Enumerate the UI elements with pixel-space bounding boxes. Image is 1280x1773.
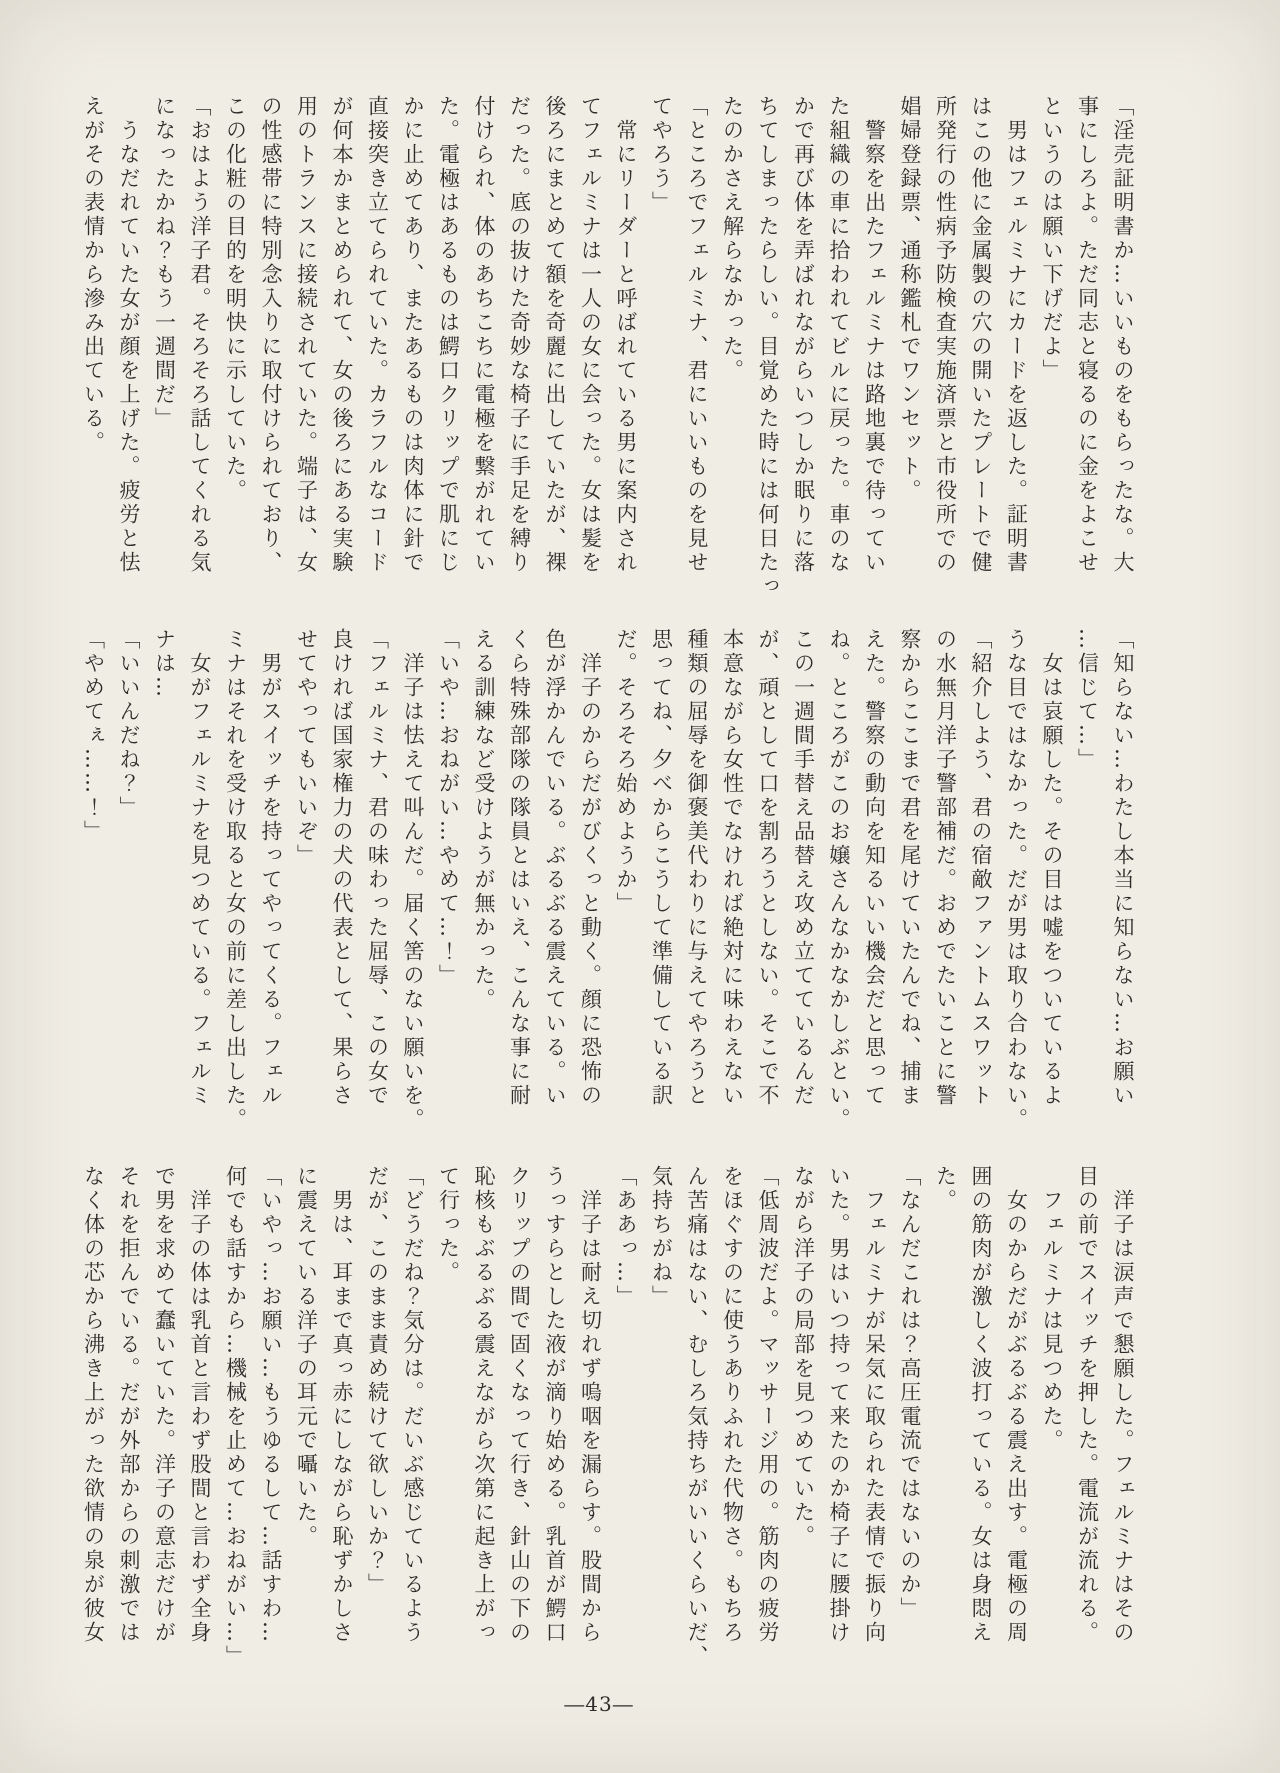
text-line: て行った。 [436,1165,461,1285]
text-line: たのかさえ解らなかった。 [720,95,745,383]
text-line: 女は哀願した。その目は嘘をついているよ [1040,628,1064,1108]
text-line: の水無月洋子警部補だ。おめでたいことに警 [933,628,958,1108]
text-line: をほぐすのに使うありふれた代物さ。もちろ [720,1165,745,1645]
text-line: 直接突き立てられていた。カラフルなコード [365,95,390,575]
text-line: 所発行の性病予防検査実施済票と市役所での [933,95,958,575]
text-line: た組織の車に拾われてビルに戻った。車のな [827,95,851,575]
text-line: が、頑として口を割ろうとしない。そこで不 [756,628,780,1108]
text-line: 「なんだこれは？高圧電流ではないのか」 [898,1165,922,1621]
text-line: ね。ところがこのお嬢さんなかなかしぶとい。 [827,628,851,1132]
text-line: 「おはよう洋子君。そろそろ話してくれる気 [188,95,212,575]
text-line: 「淫売証明書か…いいものをもらったな。大 [1111,95,1135,575]
text-line: 「いやっ…お願い…もうゆるして…話すわ… [259,1165,283,1645]
text-line: 恥核もぶるぶる震えながら次第に起き上がっ [472,1165,496,1645]
text-line: 「低周波だよ。マッサージ用の。筋肉の疲労 [756,1165,780,1645]
text-line: 洋子は耐え切れず嗚咽を漏らす。股間から [578,1165,603,1645]
text-block-top [58,95,1140,635]
text-line: 「いいんだね？」 [117,628,141,820]
text-line: 察からここまで君を尾けていたんでね、捕ま [898,628,922,1108]
text-line: かで再び体を弄ばれながらいつしか眠りに落 [791,95,816,575]
text-line: 常にリーダーと呼ばれている男に案内され [614,95,638,575]
text-line: 本意ながら女性でなければ絶対に味わえない [720,628,745,1108]
page-number: ―43― [564,1692,634,1716]
text-line: 男はフェルミナにカードを返した。証明書 [1004,95,1029,575]
text-line: 思ってね、夕べからこうして準備している訳 [649,628,674,1108]
text-line: 色が浮かんでいる。ぶるぶる震えている。い [543,628,567,1108]
text-block-bottom [58,1165,1140,1705]
text-line: に震えている洋子の耳元で囁いた。 [294,1165,319,1549]
text-line: だが、このまま責め続けて欲しいか？」 [365,1165,390,1597]
text-line: えた。警察の動向を知るいい機会だと思って [862,628,887,1108]
text-line: の性感帯に特別念入りに取付けられており、 [259,95,283,575]
text-line: えがその表情から滲み出ている。 [81,95,106,455]
text-line: せてやってもいいぞ」 [294,628,319,868]
text-line: それを拒んでいる。だが外部からの刺激では [117,1165,141,1645]
text-line: 種類の屈辱を御褒美代わりに与えてやろうと [685,628,709,1108]
text-line: 「どうだね？気分は。だいぶ感じているよう [401,1165,425,1645]
text-line: 後ろにまとめて額を奇麗に出していたが、裸 [543,95,567,575]
text-line: 男は、耳まで真っ赤にしながら恥ずかしさ [330,1165,354,1645]
text-line: くら特殊部隊の隊員とはいえ、こんな事に耐 [507,628,532,1108]
text-line: 洋子は涙声で懇願した。フェルミナはその [1111,1165,1135,1645]
text-line: 洋子の体は乳首と言わず股間と言わず全身 [188,1165,212,1645]
text-line: ながら洋子の局部を見つめていた。 [791,1165,816,1549]
text-line: 良ければ国家権力の犬の代表として、果らさ [330,628,354,1108]
text-line: ナは… [152,628,177,700]
text-line: だった。底の抜けた奇妙な椅子に手足を縛り [507,95,532,575]
text-line: 「知らない…わたし本当に知らない…お願い [1111,628,1135,1108]
text-line: ん苦痛はない、むしろ気持ちがいいくらいだ、 [685,1165,709,1669]
text-line: になったかね？もう一週間だ」 [152,95,177,431]
text-line: 洋子は怯えて叫んだ。届く筈のない願いを。 [401,628,425,1132]
text-line: が何本かまとめられて、女の後ろにある実験 [330,95,354,575]
text-line: 「やめてぇ……！」 [81,628,106,844]
text-line: 洋子のからだがびくっと動く。顔に恐怖の [578,628,603,1108]
text-line: 娼婦登録票、通称鑑札でワンセット。 [898,95,922,503]
text-line: 用のトランスに接続されていた。端子は、女 [294,95,319,575]
text-line: 「フェルミナ、君の味わった屈辱、この女で [365,628,390,1108]
text-line: うっすらとした液が滴り始める。乳首が鰐口 [543,1165,567,1645]
text-line: この化粧の目的を明快に示していた。 [223,95,248,503]
text-line: 「いや…おねがい…やめて…！」 [436,628,461,988]
text-line: ミナはそれを受け取ると女の前に差し出した。 [223,628,248,1132]
text-line: 事にしろよ。ただ同志と寝るのに金をよこせ [1075,95,1100,575]
text-line: 警察を出たフェルミナは路地裏で待ってい [862,95,887,575]
text-line: 囲の筋肉が激しく波打っている。女は身悶え [969,1165,993,1645]
text-line: 「ああっ…」 [614,1165,638,1309]
text-line: かに止めてあり、またあるものは肉体に針で [401,95,425,575]
text-line: で男を求めて蠢いていた。洋子の意志だけが [152,1165,177,1645]
text-line: 男がスイッチを持ってやってくる。フェル [259,628,283,1108]
text-line: フェルミナは見つめた。 [1040,1165,1064,1453]
text-line: いた。男はいつ持って来たのか椅子に腰掛け [827,1165,851,1645]
text-line: える訓練など受けようが無かった。 [472,628,496,1012]
text-line: てフェルミナは一人の女に会った。女は髪を [578,95,603,575]
text-line: 「ところでフェルミナ、君にいいものを見せ [685,95,709,575]
text-line: だ。そろそろ始めようか」 [614,628,638,916]
text-line: た。 [933,1165,958,1213]
text-line: 女のからだがぶるぶる震え出す。電極の周 [1004,1165,1029,1645]
text-line: ちてしまったらしい。目覚めた時には何日たっ [756,95,780,599]
text-line: 女がフェルミナを見つめている。フェルミ [188,628,212,1108]
text-line: 気持ちがね」 [649,1165,674,1309]
text-line: てやろう」 [649,95,674,215]
text-line: うな目ではなかった。だが男は取り合わない。 [1004,628,1029,1132]
text-line: 「紹介しよう、君の宿敵ファントムスワット [969,628,993,1108]
text-line: フェルミナが呆気に取られた表情で振り向 [862,1165,887,1645]
text-line: うなだれていた女が顔を上げた。疲労と怯 [117,95,141,575]
text-line: 何でも話すから…機械を止めて…おねがい…」 [223,1165,248,1669]
text-line: なく体の芯から沸き上がった欲情の泉が彼女 [81,1165,106,1645]
text-line: この一週間手替え品替え攻め立てているんだ [791,628,816,1108]
text-line: クリップの間で固くなって行き、針山の下の [507,1165,532,1645]
text-line: た。電極はあるものは鰐口クリップで肌にじ [436,95,461,575]
text-line: 付けられ、体のあちこちに電極を繋がれてい [472,95,496,575]
text-line: 目の前でスイッチを押した。電流が流れる。 [1075,1165,1100,1645]
text-line: …信じて…」 [1075,628,1100,772]
text-block-middle [58,628,1140,1168]
text-line: というのは願い下げだよ」 [1040,95,1064,383]
text-line: はこの他に金属製の穴の開いたプレートで健 [969,95,993,575]
